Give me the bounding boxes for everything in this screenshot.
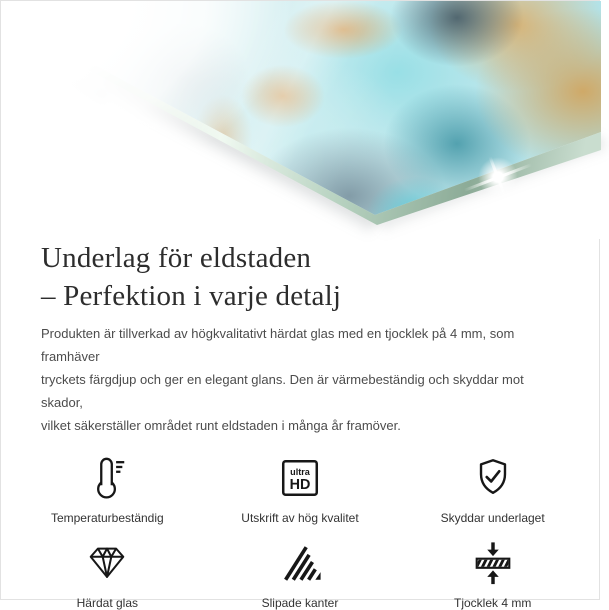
diamond-icon [83,539,131,587]
thermometer-icon [83,454,131,502]
product-description [41,322,559,437]
feature-thickness [396,539,589,610]
page-title-line2: – Perfektion i varje detalj [41,280,342,312]
ultra-hd-text-small: ultra [290,467,310,478]
feature-label: Tjocklek 4 mm [453,596,532,610]
content-block [1,239,599,610]
feature-polished-edges [204,539,397,610]
description-line: vilket säkerställer området runt eldstaden i många år framöver. [41,418,401,433]
product-photo [1,1,601,239]
feature-label: Härdat glas [76,596,139,610]
description-line: tryckets färgdjup och ger en elegant glans. Den är värmebeständig och skyddar mot skador, [41,372,524,410]
features-grid [11,454,589,610]
thickness-arrows-icon [469,539,517,587]
glass-panel-artwork [1,1,601,239]
feature-label: Skyddar underlaget [440,511,545,525]
shield-check-icon [469,454,517,502]
description-line: Produkten är tillverkad av högkvalitativt härdat glas med en tjocklek på 4 mm, som framhäver [41,326,515,364]
feature-protects-surface [396,454,589,525]
page-title [41,239,559,315]
feature-label: Temperaturbeständig [50,511,164,525]
feature-print-quality [204,454,397,525]
feature-label: Utskrift av hög kvalitet [241,511,359,525]
ultra-hd-icon [276,454,324,502]
ultra-hd-text-large: HD [289,477,311,494]
feature-label: Slipade kanter [261,596,339,610]
page-title-line1: Underlag för eldstaden [41,242,312,274]
feature-tempered-glass [11,539,204,610]
feature-temperature [11,454,204,525]
polished-edges-icon [276,539,324,587]
